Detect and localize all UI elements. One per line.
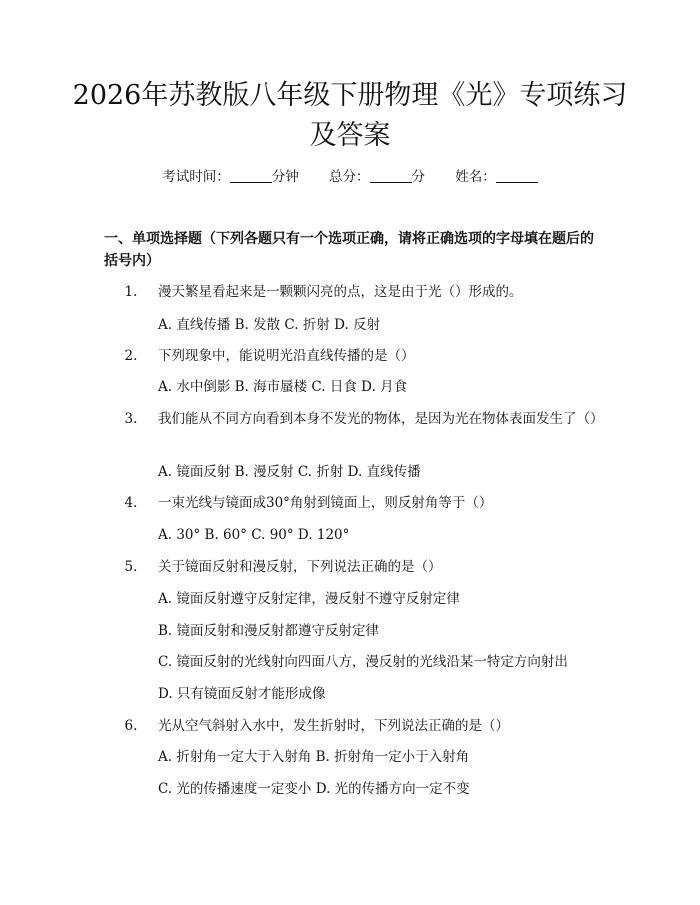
page-title: 2026年苏教版八年级下册物理《光》专项练习及答案 (72, 80, 628, 151)
question-text: 漫天繁星看起来是一颗颗闪亮的点，这是由于光（）形成的。 (158, 284, 523, 300)
question-6-options-cd: C. 光的传播速度一定变小 D. 光的传播方向一定不变 (158, 781, 470, 797)
exam-time-blank[interactable] (230, 168, 272, 183)
section-heading-single-choice: 一、单项选择题（下列各题只有一个选项正确，请将正确选项的字母填在题后的括号内） (104, 231, 594, 269)
question-5-option-d: D. 只有镜面反射才能形成像 (158, 686, 326, 702)
question-number: 3. (124, 411, 138, 427)
question-number: 6. (124, 718, 138, 734)
question-text: 下列现象中，能说明光沿直线传播的是（） (158, 348, 415, 364)
total-score-unit: 分 (411, 169, 425, 185)
question-4-options: A. 30° B. 60° C. 90° D. 120° (158, 527, 350, 543)
question-text: 关于镜面反射和漫反射，下列说法正确的是（） (158, 559, 442, 575)
total-score-blank[interactable] (370, 168, 412, 183)
question-3-options: A. 镜面反射 B. 漫反射 C. 折射 D. 直线传播 (158, 464, 421, 480)
question-text: 一束光线与镜面成30°角射到镜面上，则反射角等于（） (158, 495, 493, 511)
student-name-field (455, 169, 538, 185)
question-number: 2. (124, 348, 138, 364)
question-text: 光从空气斜射入水中，发生折射时，下列说法正确的是（） (158, 718, 509, 734)
question-4 (104, 492, 604, 514)
total-score-label: 总分： (329, 169, 370, 185)
question-6 (104, 715, 604, 737)
question-5-option-a: A. 镜面反射遵守反射定律，漫反射不遵守反射定律 (158, 591, 460, 607)
exam-time-unit: 分钟 (271, 169, 299, 185)
question-text: 我们能从不同方向看到本身不发光的物体，是因为光在物体表面发生了（） (158, 411, 604, 427)
total-score-field (329, 169, 425, 185)
question-1-options: A. 直线传播 B. 发散 C. 折射 D. 反射 (158, 317, 381, 333)
question-5-option-c: C. 镜面反射的光线射向四面八方，漫反射的光线沿某一特定方向射出 (158, 654, 568, 670)
question-1 (104, 281, 604, 303)
question-number: 4. (124, 495, 138, 511)
question-5 (104, 556, 604, 578)
exam-time-field (162, 169, 299, 185)
question-6-options-ab: A. 折射角一定大于入射角 B. 折射角一定小于入射角 (158, 749, 470, 765)
question-2 (104, 345, 604, 367)
question-5-option-b: B. 镜面反射和漫反射都遵守反射定律 (158, 623, 380, 639)
student-name-blank[interactable] (496, 168, 538, 183)
exam-time-label: 考试时间： (162, 169, 230, 185)
student-name-label: 姓名： (455, 169, 496, 185)
question-2-options: A. 水中倒影 B. 海市蜃楼 C. 日食 D. 月食 (158, 379, 408, 395)
question-number: 1. (124, 284, 138, 300)
question-number: 5. (124, 559, 138, 575)
exam-info-line (0, 167, 700, 187)
question-3 (104, 408, 604, 430)
